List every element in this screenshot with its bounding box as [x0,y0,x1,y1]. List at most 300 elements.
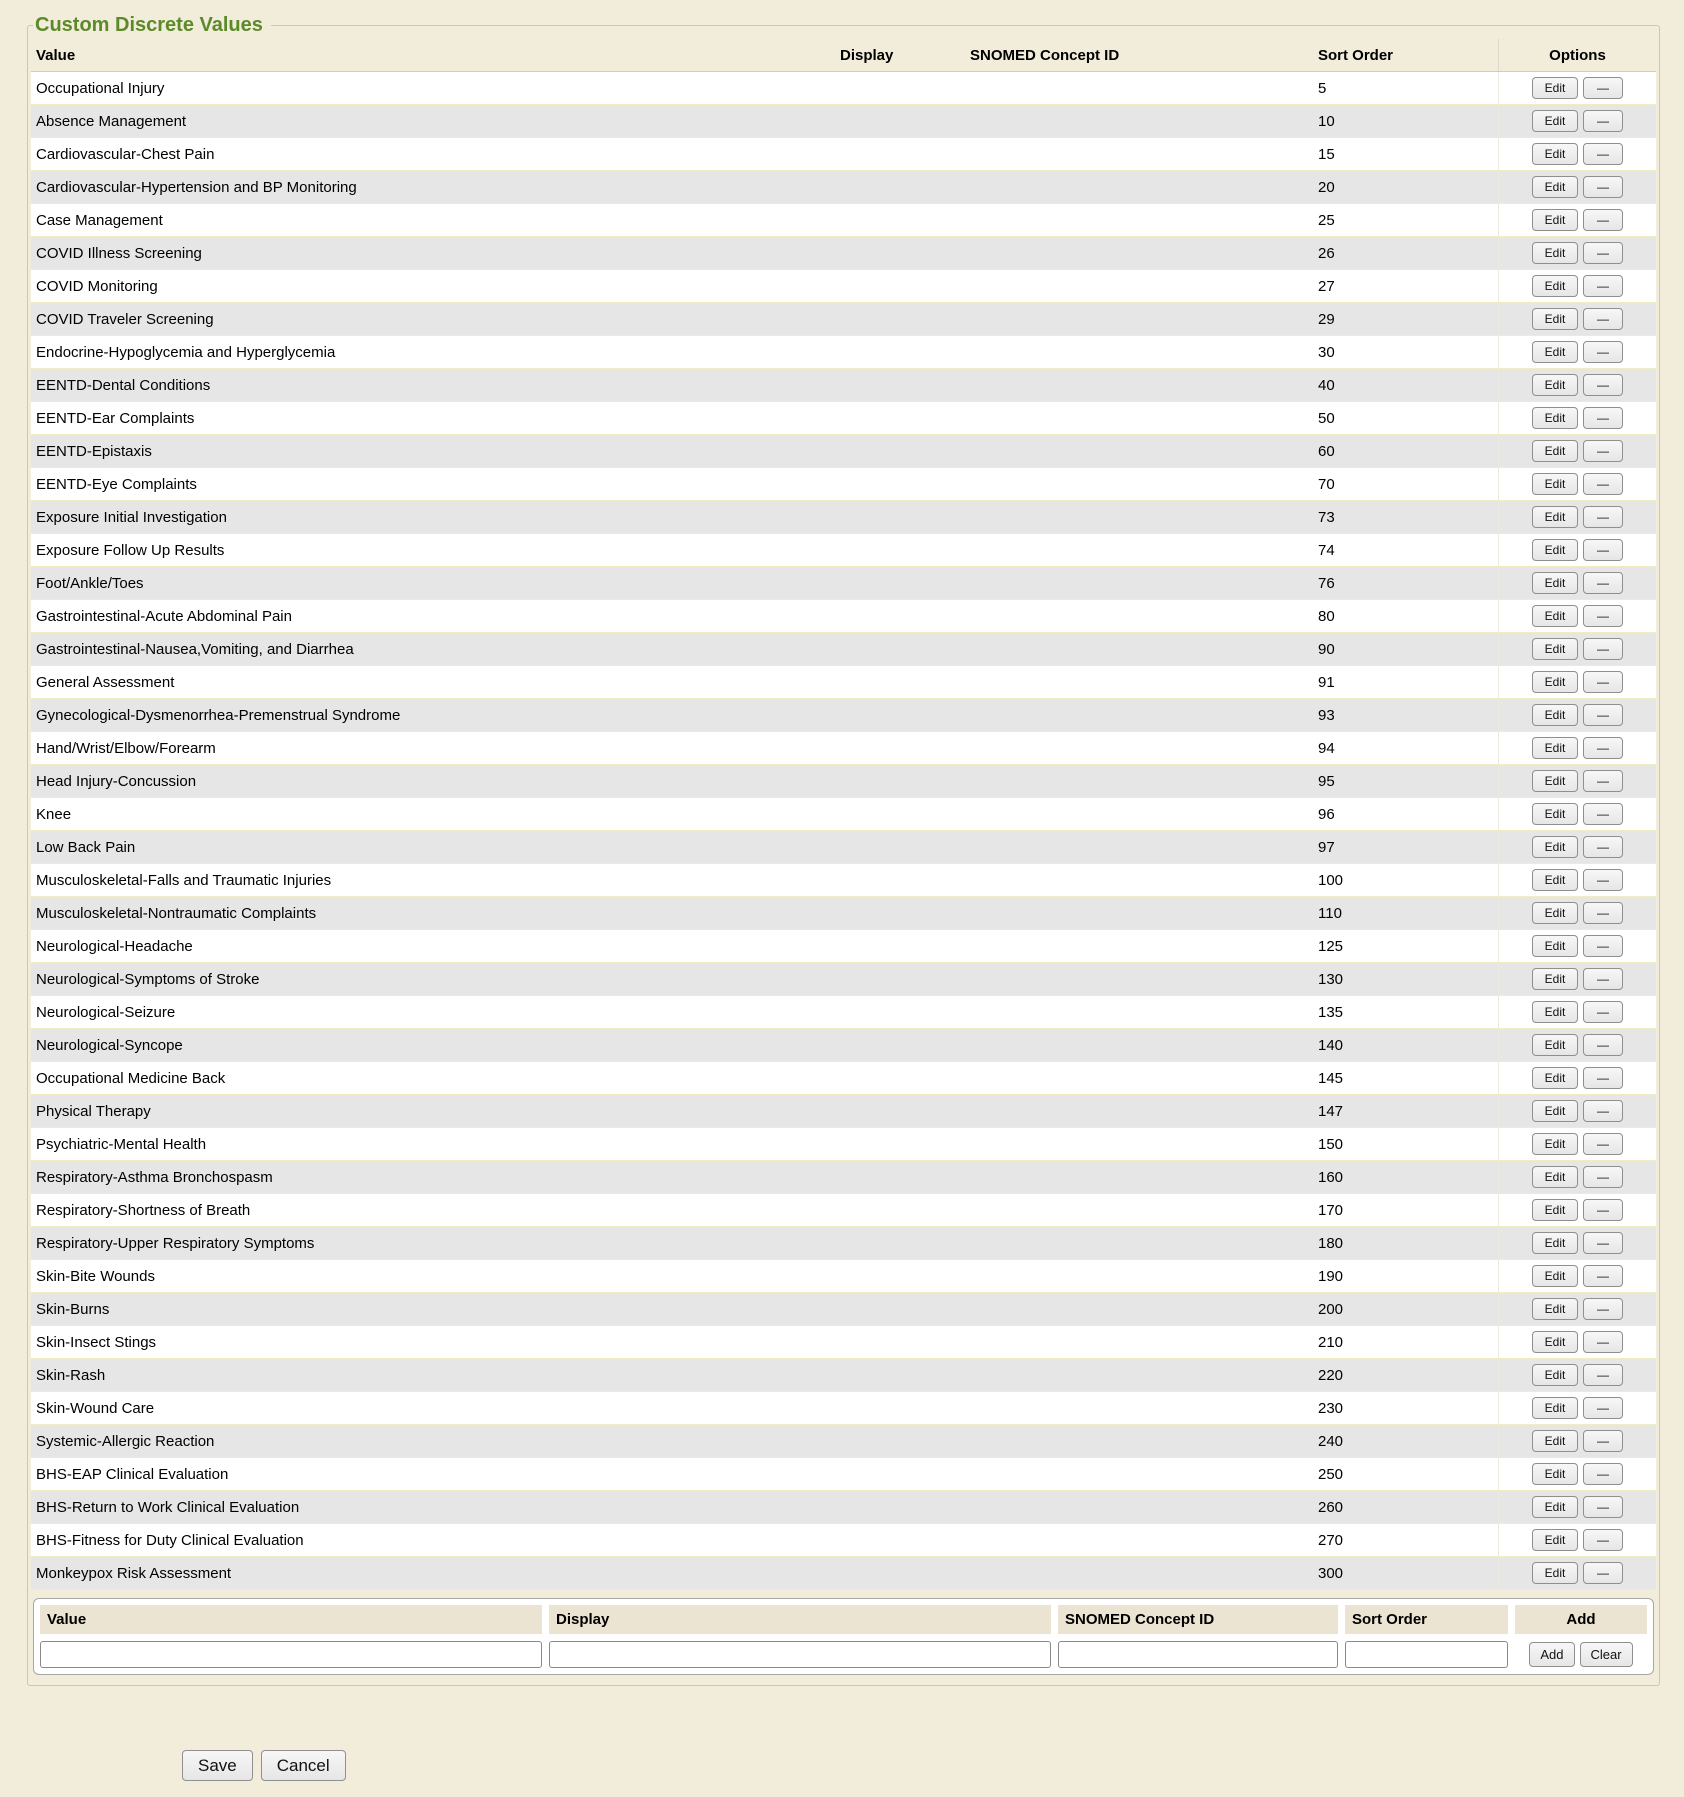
row-options-cell [1498,138,1656,170]
row-options-cell [1498,1293,1656,1325]
row-sort-cell: 30 [1318,343,1335,361]
row-options-cell [1498,402,1656,434]
edit-button[interactable]: Edit [1532,572,1578,594]
row-value-cell: COVID Illness Screening [36,244,202,262]
row-options-cell [1498,699,1656,731]
row-value-cell: EENTD-Epistaxis [36,442,152,460]
table-row [31,765,1656,798]
row-options-cell [1498,798,1656,830]
row-sort-cell: 160 [1318,1168,1344,1186]
edit-button[interactable]: Edit [1532,1232,1578,1254]
row-value-cell: Gastrointestinal-Acute Abdominal Pain [36,607,292,625]
row-value-cell: Exposure Initial Investigation [36,508,227,526]
row-sort-cell: 73 [1318,508,1335,526]
remove-button[interactable]: — [1583,704,1623,726]
edit-button[interactable]: Edit [1532,803,1578,825]
row-sort-cell: 26 [1318,244,1335,262]
row-value-cell: Systemic-Allergic Reaction [36,1432,215,1450]
edit-button[interactable]: Edit [1532,1133,1578,1155]
edit-button[interactable]: Edit [1532,638,1578,660]
row-value-cell: Skin-Bite Wounds [36,1267,155,1285]
row-sort-cell: 93 [1318,706,1335,724]
table-row [31,336,1656,369]
table-row [31,1029,1656,1062]
table-row [31,930,1656,963]
edit-button[interactable]: Edit [1532,242,1578,264]
add-header-sort: Sort Order [1345,1605,1508,1634]
custom-discrete-values-panel [27,14,1660,1686]
remove-button[interactable]: — [1583,440,1623,462]
add-header-snomed: SNOMED Concept ID [1058,1605,1338,1634]
row-value-cell: Gynecological-Dysmenorrhea-Premenstrual Syndrome [36,706,401,724]
edit-button[interactable]: Edit [1532,1034,1578,1056]
clear-button[interactable]: Clear [1580,1642,1633,1667]
row-options-cell [1498,1458,1656,1490]
edit-button[interactable]: Edit [1532,671,1578,693]
row-options-cell [1498,1359,1656,1391]
row-value-cell: Neurological-Headache [36,937,193,955]
row-sort-cell: 145 [1318,1069,1344,1087]
remove-button[interactable]: — [1583,1430,1623,1452]
add-header-value: Value [40,1605,542,1634]
row-sort-cell: 10 [1318,112,1335,130]
row-options-cell [1498,501,1656,533]
row-sort-cell: 200 [1318,1300,1344,1318]
row-value-cell: Low Back Pain [36,838,136,856]
row-value-cell: Skin-Wound Care [36,1399,155,1417]
edit-button[interactable]: Edit [1532,440,1578,462]
edit-button[interactable]: Edit [1532,1562,1578,1584]
table-row [31,1392,1656,1425]
row-options-cell [1498,1524,1656,1556]
row-options-cell [1498,600,1656,632]
remove-button[interactable]: — [1583,1463,1623,1485]
table-row [31,237,1656,270]
row-sort-cell: 150 [1318,1135,1344,1153]
row-value-cell: Skin-Rash [36,1366,106,1384]
remove-button[interactable]: — [1583,176,1623,198]
table-row [31,1425,1656,1458]
row-options-cell [1498,633,1656,665]
remove-button[interactable]: — [1583,869,1623,891]
table-row [31,732,1656,765]
row-sort-cell: 80 [1318,607,1335,625]
add-header-add: Add [1515,1605,1647,1634]
row-sort-cell: 91 [1318,673,1335,691]
table-row [31,864,1656,897]
row-sort-cell: 240 [1318,1432,1344,1450]
row-value-cell: Exposure Follow Up Results [36,541,225,559]
remove-button[interactable]: — [1583,539,1623,561]
add-header-display: Display [549,1605,1051,1634]
row-options-cell [1498,1260,1656,1292]
row-options-cell [1498,1326,1656,1358]
edit-button[interactable]: Edit [1532,1298,1578,1320]
row-options-cell [1498,468,1656,500]
remove-button[interactable]: — [1583,1100,1623,1122]
edit-button[interactable]: Edit [1532,1496,1578,1518]
remove-button[interactable]: — [1583,968,1623,990]
row-sort-cell: 260 [1318,1498,1344,1516]
row-sort-cell: 20 [1318,178,1335,196]
edit-button[interactable]: Edit [1532,1001,1578,1023]
edit-button[interactable]: Edit [1532,1166,1578,1188]
edit-button[interactable]: Edit [1532,1397,1578,1419]
row-sort-cell: 95 [1318,772,1335,790]
row-sort-cell: 135 [1318,1003,1344,1021]
row-value-cell: Gastrointestinal-Nausea,Vomiting, and Diarrhea [36,640,354,658]
remove-button[interactable]: — [1583,902,1623,924]
remove-button[interactable]: — [1583,1364,1623,1386]
table-body [31,71,1656,1590]
edit-button[interactable]: Edit [1532,902,1578,924]
table-row [31,666,1656,699]
row-sort-cell: 190 [1318,1267,1344,1285]
remove-button[interactable]: — [1583,1562,1623,1584]
row-options-cell [1498,105,1656,137]
edit-button[interactable]: Edit [1532,1529,1578,1551]
edit-button[interactable]: Edit [1532,143,1578,165]
row-sort-cell: 97 [1318,838,1335,856]
row-value-cell: Head Injury-Concussion [36,772,197,790]
value-input[interactable] [40,1641,542,1668]
table-row [31,468,1656,501]
row-sort-cell: 125 [1318,937,1344,955]
row-options-cell [1498,831,1656,863]
table-row [31,1458,1656,1491]
table-row [31,1491,1656,1524]
remove-button[interactable]: — [1583,1232,1623,1254]
remove-button[interactable]: — [1583,605,1623,627]
table-row [31,204,1656,237]
row-sort-cell: 94 [1318,739,1335,757]
edit-button[interactable]: Edit [1532,275,1578,297]
remove-button[interactable]: — [1583,1265,1623,1287]
table-row [31,1194,1656,1227]
row-value-cell: Knee [36,805,72,823]
remove-button[interactable]: — [1583,341,1623,363]
edit-button[interactable]: Edit [1532,968,1578,990]
remove-button[interactable]: — [1583,1298,1623,1320]
row-sort-cell: 100 [1318,871,1344,889]
edit-button[interactable]: Edit [1532,506,1578,528]
row-value-cell: Cardiovascular-Chest Pain [36,145,215,163]
edit-button[interactable]: Edit [1532,209,1578,231]
cancel-button[interactable]: Cancel [261,1750,346,1781]
row-value-cell: EENTD-Ear Complaints [36,409,195,427]
row-value-cell: COVID Monitoring [36,277,158,295]
remove-button[interactable]: — [1583,572,1623,594]
row-sort-cell: 110 [1318,904,1342,922]
row-value-cell: Foot/Ankle/Toes [36,574,144,592]
edit-button[interactable]: Edit [1532,1199,1578,1221]
remove-button[interactable]: — [1583,1067,1623,1089]
table-row [31,798,1656,831]
row-options-cell [1498,1029,1656,1061]
row-sort-cell: 27 [1318,277,1335,295]
table-row [31,600,1656,633]
edit-button[interactable]: Edit [1532,110,1578,132]
row-sort-cell: 74 [1318,541,1335,559]
add-button[interactable]: Add [1529,1642,1574,1667]
table-row [31,567,1656,600]
row-options-cell [1498,1227,1656,1259]
row-sort-cell: 230 [1318,1399,1344,1417]
row-sort-cell: 147 [1318,1102,1344,1120]
save-button[interactable]: Save [182,1750,253,1781]
row-sort-cell: 140 [1318,1036,1344,1054]
row-sort-cell: 40 [1318,376,1335,394]
table-row [31,402,1656,435]
row-sort-cell: 90 [1318,640,1335,658]
row-options-cell [1498,369,1656,401]
row-options-cell [1498,1392,1656,1424]
column-header-display: Display [840,46,894,64]
remove-button[interactable]: — [1583,1199,1623,1221]
row-value-cell: Occupational Injury [36,79,165,97]
row-value-cell: BHS-Return to Work Clinical Evaluation [36,1498,300,1516]
row-value-cell: Neurological-Seizure [36,1003,176,1021]
table-row [31,963,1656,996]
remove-button[interactable]: — [1583,110,1623,132]
remove-button[interactable]: — [1583,1331,1623,1353]
row-sort-cell: 220 [1318,1366,1344,1384]
row-value-cell: Absence Management [36,112,187,130]
row-sort-cell: 60 [1318,442,1335,460]
row-value-cell: Endocrine-Hypoglycemia and Hyperglycemia [36,343,336,361]
edit-button[interactable]: Edit [1532,1331,1578,1353]
row-sort-cell: 25 [1318,211,1335,229]
row-options-cell [1498,435,1656,467]
remove-button[interactable]: — [1583,77,1623,99]
row-value-cell: General Assessment [36,673,175,691]
row-value-cell: Monkeypox Risk Assessment [36,1564,232,1582]
row-value-cell: Musculoskeletal-Falls and Traumatic Injuries [36,871,332,889]
table-row [31,369,1656,402]
row-sort-cell: 96 [1318,805,1335,823]
row-value-cell: Neurological-Symptoms of Stroke [36,970,260,988]
row-options-cell [1498,72,1656,104]
row-value-cell: Physical Therapy [36,1102,151,1120]
row-options-cell [1498,1194,1656,1226]
column-header-snomed: SNOMED Concept ID [970,46,1120,64]
table-row [31,138,1656,171]
page-title: Custom Discrete Values [35,14,263,36]
remove-button[interactable]: — [1583,407,1623,429]
table-row [31,534,1656,567]
row-options-cell [1498,1062,1656,1094]
table-row [31,1524,1656,1557]
row-options-cell [1498,765,1656,797]
row-options-cell [1498,1425,1656,1457]
row-value-cell: EENTD-Eye Complaints [36,475,197,493]
row-value-cell: Psychiatric-Mental Health [36,1135,207,1153]
row-options-cell [1498,963,1656,995]
remove-button[interactable]: — [1583,1397,1623,1419]
remove-button[interactable]: — [1583,143,1623,165]
remove-button[interactable]: — [1583,935,1623,957]
row-options-cell [1498,1557,1656,1589]
add-row-box [33,1598,1654,1675]
edit-button[interactable]: Edit [1532,374,1578,396]
remove-button[interactable]: — [1583,242,1623,264]
row-options-cell [1498,897,1656,929]
table-row [31,105,1656,138]
row-options-cell [1498,567,1656,599]
row-options-cell [1498,864,1656,896]
edit-button[interactable]: Edit [1532,737,1578,759]
remove-button[interactable]: — [1583,506,1623,528]
row-value-cell: Case Management [36,211,163,229]
remove-button[interactable]: — [1583,1529,1623,1551]
edit-button[interactable]: Edit [1532,1364,1578,1386]
row-options-cell [1498,732,1656,764]
row-value-cell: Neurological-Syncope [36,1036,183,1054]
display-input[interactable] [549,1641,1051,1668]
edit-button[interactable]: Edit [1532,1430,1578,1452]
row-sort-cell: 300 [1318,1564,1344,1582]
row-value-cell: BHS-EAP Clinical Evaluation [36,1465,229,1483]
table-row [31,171,1656,204]
edit-button[interactable]: Edit [1532,539,1578,561]
row-value-cell: EENTD-Dental Conditions [36,376,211,394]
row-sort-cell: 70 [1318,475,1335,493]
table-row [31,1326,1656,1359]
row-value-cell: Skin-Insect Stings [36,1333,157,1351]
column-header-sort: Sort Order [1318,46,1394,64]
row-options-cell [1498,336,1656,368]
remove-button[interactable]: — [1583,770,1623,792]
row-options-cell [1498,666,1656,698]
edit-button[interactable]: Edit [1532,341,1578,363]
edit-button[interactable]: Edit [1532,605,1578,627]
remove-button[interactable]: — [1583,671,1623,693]
row-value-cell: Musculoskeletal-Nontraumatic Complaints [36,904,317,922]
table-row [31,996,1656,1029]
sort-order-input[interactable] [1345,1641,1508,1668]
row-sort-cell: 15 [1318,145,1335,163]
row-options-cell [1498,1128,1656,1160]
edit-button[interactable]: Edit [1532,869,1578,891]
table-row [31,831,1656,864]
table-row [31,1260,1656,1293]
row-options-cell [1498,996,1656,1028]
row-value-cell: Cardiovascular-Hypertension and BP Monitoring [36,178,357,196]
table-row [31,1128,1656,1161]
remove-button[interactable]: — [1583,275,1623,297]
edit-button[interactable]: Edit [1532,407,1578,429]
edit-button[interactable]: Edit [1532,77,1578,99]
column-header-options: Options [1498,39,1656,71]
remove-button[interactable]: — [1583,1034,1623,1056]
remove-button[interactable]: — [1583,836,1623,858]
form-actions [182,1750,346,1781]
table-row [31,501,1656,534]
edit-button[interactable]: Edit [1532,1067,1578,1089]
row-options-cell [1498,534,1656,566]
row-options-cell [1498,237,1656,269]
row-options-cell [1498,303,1656,335]
remove-button[interactable]: — [1583,737,1623,759]
edit-button[interactable]: Edit [1532,473,1578,495]
table-row [31,1161,1656,1194]
remove-button[interactable]: — [1583,1133,1623,1155]
remove-button[interactable]: — [1583,1166,1623,1188]
edit-button[interactable]: Edit [1532,1100,1578,1122]
edit-button[interactable]: Edit [1532,308,1578,330]
table-row [31,1062,1656,1095]
row-options-cell [1498,270,1656,302]
row-sort-cell: 210 [1318,1333,1344,1351]
table-header [31,39,1656,71]
row-options-cell [1498,1491,1656,1523]
row-options-cell [1498,171,1656,203]
row-sort-cell: 250 [1318,1465,1344,1483]
add-row-inputs [40,1641,1647,1668]
row-sort-cell: 50 [1318,409,1335,427]
table-row [31,72,1656,105]
table-row [31,1293,1656,1326]
remove-button[interactable]: — [1583,1001,1623,1023]
row-sort-cell: 5 [1318,79,1327,97]
snomed-concept-id-input[interactable] [1058,1641,1338,1668]
remove-button[interactable]: — [1583,209,1623,231]
row-sort-cell: 180 [1318,1234,1344,1252]
table-row [31,897,1656,930]
row-options-cell [1498,1161,1656,1193]
row-value-cell: Hand/Wrist/Elbow/Forearm [36,739,216,757]
edit-button[interactable]: Edit [1532,1265,1578,1287]
row-sort-cell: 130 [1318,970,1344,988]
table-row [31,699,1656,732]
table-row [31,435,1656,468]
edit-button[interactable]: Edit [1532,770,1578,792]
remove-button[interactable]: — [1583,308,1623,330]
row-value-cell: BHS-Fitness for Duty Clinical Evaluation [36,1531,304,1549]
table-row [31,1095,1656,1128]
table-row [31,633,1656,666]
row-value-cell: Skin-Burns [36,1300,110,1318]
row-value-cell: Respiratory-Asthma Bronchospasm [36,1168,273,1186]
column-header-value: Value [36,46,76,64]
edit-button[interactable]: Edit [1532,1463,1578,1485]
edit-button[interactable]: Edit [1532,836,1578,858]
table-row [31,270,1656,303]
row-options-cell [1498,1095,1656,1127]
row-value-cell: COVID Traveler Screening [36,310,214,328]
edit-button[interactable]: Edit [1532,704,1578,726]
row-value-cell: Occupational Medicine Back [36,1069,226,1087]
add-row-header [40,1605,1647,1634]
remove-button[interactable]: — [1583,803,1623,825]
row-value-cell: Respiratory-Shortness of Breath [36,1201,251,1219]
table-row [31,1227,1656,1260]
edit-button[interactable]: Edit [1532,935,1578,957]
remove-button[interactable]: — [1583,374,1623,396]
row-options-cell [1498,930,1656,962]
row-options-cell [1498,204,1656,236]
remove-button[interactable]: — [1583,473,1623,495]
table-row [31,303,1656,336]
table-row [31,1557,1656,1590]
edit-button[interactable]: Edit [1532,176,1578,198]
remove-button[interactable]: — [1583,638,1623,660]
table-row [31,1359,1656,1392]
row-sort-cell: 76 [1318,574,1335,592]
row-sort-cell: 29 [1318,310,1335,328]
remove-button[interactable]: — [1583,1496,1623,1518]
row-sort-cell: 270 [1318,1531,1344,1549]
